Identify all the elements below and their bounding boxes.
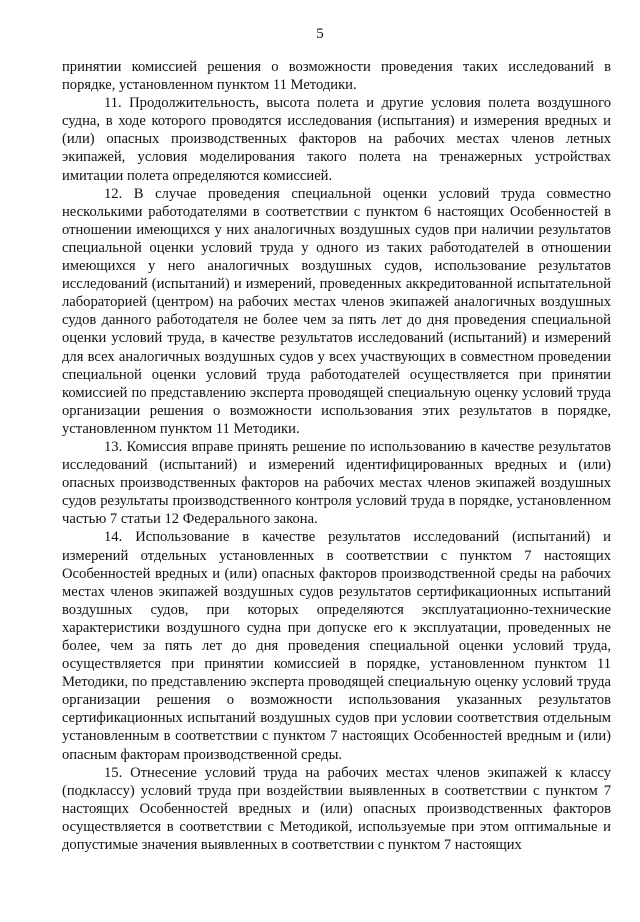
page-number: 5 [316, 26, 324, 42]
document-body [62, 58, 611, 854]
paragraph-12: 12. В случае проведения специальной оценки условий труда совместно несколькими работодателями в соответствии с пунктом 6 настоящих Особенностей в отношении имеющихся у них аналогичных воздушных судов при наличии результатов специальной оценки условий труда у одного из таких работодателей в отношении имеющихся у него аналогичных воздушных судов, использование результатов исследований (испытаний) и измерений, проведенных аккредитованной испытательной лабораторией (центром) на рабочих местах членов экипажей аналогичных воздушных судов данного работодателя не более чем за пять лет до дня проведения специальной оценки условий труда, в качестве результатов исследований (испытаний) и измерений для всех аналогичных воздушных судов у всех участвующих в совместном проведении специальной оценки условий труда работодателей осуществляется при принятии комиссией по представлению эксперта проводящей специальную оценку условий труда организации решения о возможности использования этих результатов в порядке, установленном пунктом 11 Методики. [62, 185, 611, 437]
paragraph-11: 11. Продолжительность, высота полета и другие условия полета воздушного судна, в ходе которого проводятся исследования (испытания) и измерения вредных и (или) опасных производственных факторов на рабочих местах членов летных экипажей, условия моделирования такого полета на тренажерных устройствах имитации полета определяются комиссией. [62, 95, 611, 184]
paragraph-15: 15. Отнесение условий труда на рабочих местах членов экипажей к классу (подклассу) условий труда при воздействии выявленных в соответствии с пунктом 7 настоящих Особенностей вредных и (или) опасных производственных факторов осуществляется в соответствии с Методикой, используемые при этом оптимальные и допустимые значения выявленных в соответствии с пунктом 7 настоящих [62, 764, 611, 854]
paragraph-14: 14. Использование в качестве результатов исследований (испытаний) и измерений отдельных установленных в соответствии с пунктом 7 настоящих Особенностей вредных и (или) опасных факторов производственной среды на рабочих местах членов экипажей воздушных судов результатов сертификационных испытаний воздушных судов, при которых определяются эксплуатационно-технические характеристики воздушного судна при допуске его к эксплуатации, проведенных не более, чем за пять лет до дня проведения специальной оценки условий труда, осуществляется при принятии комиссией в порядке, установленном пунктом 11 Методики, по представлению эксперта проводящей специальную оценку условий труда организации решения о возможности использования указанных результатов сертификационных испытаний воздушных судов при условии соответствия отдельным установленным в соответствии с пунктом 7 настоящих Особенностей вредным и (или) опасным факторам производственной среды. [62, 529, 611, 763]
paragraph-13: 13. Комиссия вправе принять решение по использованию в качестве результатов исследований (испытаний) и измерений идентифицированных вредных и (или) опасных производственных факторов на рабочих местах членов экипажей воздушных судов результаты производственного контроля условий труда в порядке, установленном частью 7 статьи 12 Федерального закона. [62, 438, 611, 528]
paragraph-continuation: принятии комиссией решения о возможности проведения таких исследований в порядке, установленном пунктом 11 Методики. [62, 59, 611, 94]
